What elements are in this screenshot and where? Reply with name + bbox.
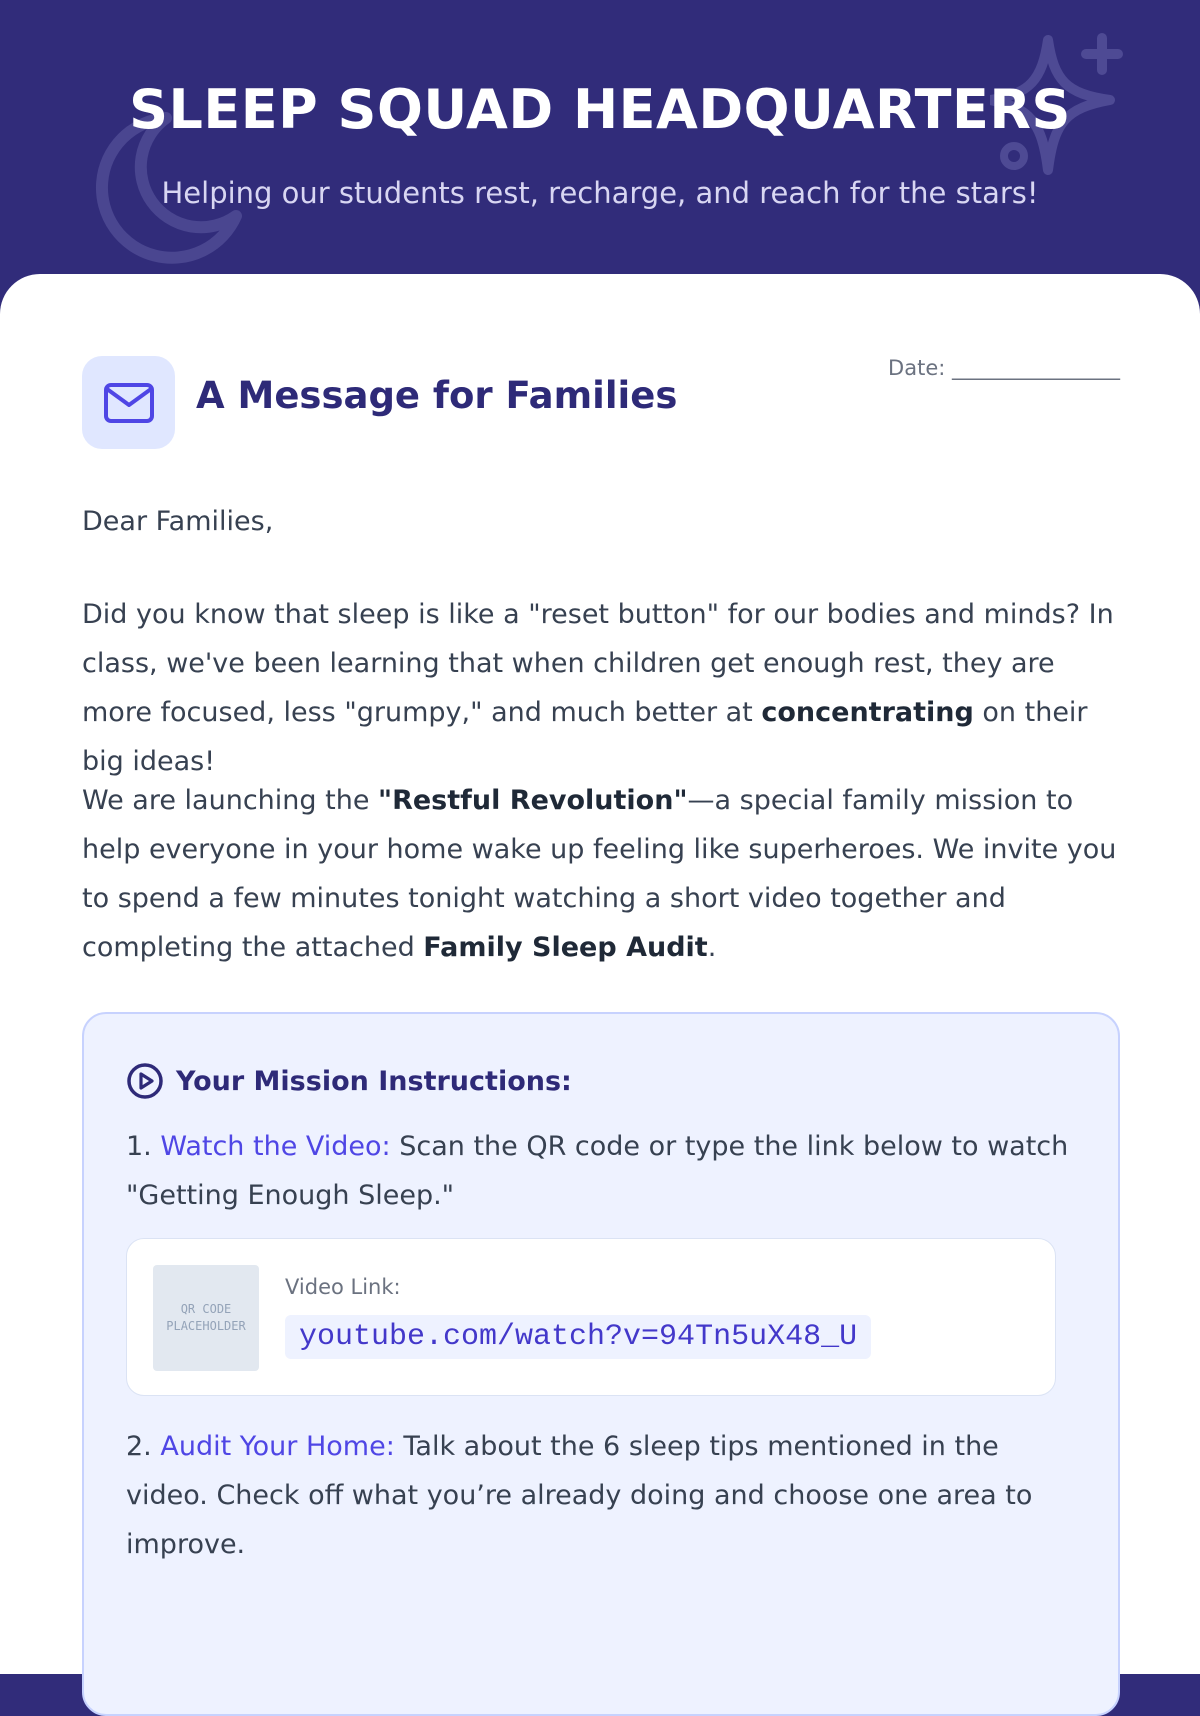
envelope-icon	[103, 381, 155, 425]
emphasis-family-sleep-audit: Family Sleep Audit	[423, 932, 708, 963]
video-link-box	[126, 1238, 1056, 1396]
mission-instructions-box	[82, 1012, 1120, 1716]
step-audit-home: 2. Audit Your Home: Talk about the 6 sleep tips mentioned in the video. Check off what you’re already doing and choose one area to improve.	[126, 1431, 1033, 1560]
page-title: SLEEP SQUAD HEADQUARTERS	[129, 78, 1071, 141]
step-watch-video: 1. Watch the Video: Scan the QR code or type the link below to watch "Getting Enough Sleep."	[126, 1131, 1069, 1211]
mission-heading-label: Your Mission Instructions:	[176, 1065, 572, 1097]
date-field: Date: ________________	[888, 356, 1120, 380]
letter-card	[0, 274, 1200, 1674]
message-title: A Message for Families	[196, 374, 678, 417]
video-link-url[interactable]: youtube.com/watch?v=94Tn5uX48_U	[285, 1315, 871, 1359]
play-circle-icon	[126, 1062, 164, 1100]
video-link-label: Video Link:	[285, 1275, 401, 1299]
mission-heading	[126, 1062, 572, 1100]
emphasis-restful-revolution: "Restful Revolution"	[378, 785, 688, 816]
paragraph-mission: We are launching the "Restful Revolution"—a special family mission to help everyone in your home wake up feeling like superheroes. We invite you to spend a few minutes tonight watching a short video together and completing the attached Family Sleep Audit.	[82, 785, 1117, 963]
page-header	[0, 0, 1200, 300]
paragraph-intro: Did you know that sleep is like a "reset button" for our bodies and minds? In class, we've been learning that when children get enough rest, they are more focused, less "grumpy," and much better at concentrating on their big ideas!	[82, 599, 1114, 777]
emphasis-concentrating: concentrating	[761, 697, 974, 728]
greeting: Dear Families,	[82, 506, 274, 537]
page-subtitle: Helping our students rest, recharge, and reach for the stars!	[161, 176, 1039, 210]
qr-code-placeholder[interactable]: QR CODE PLACEHOLDER	[153, 1265, 259, 1371]
message-icon-box	[82, 356, 175, 449]
